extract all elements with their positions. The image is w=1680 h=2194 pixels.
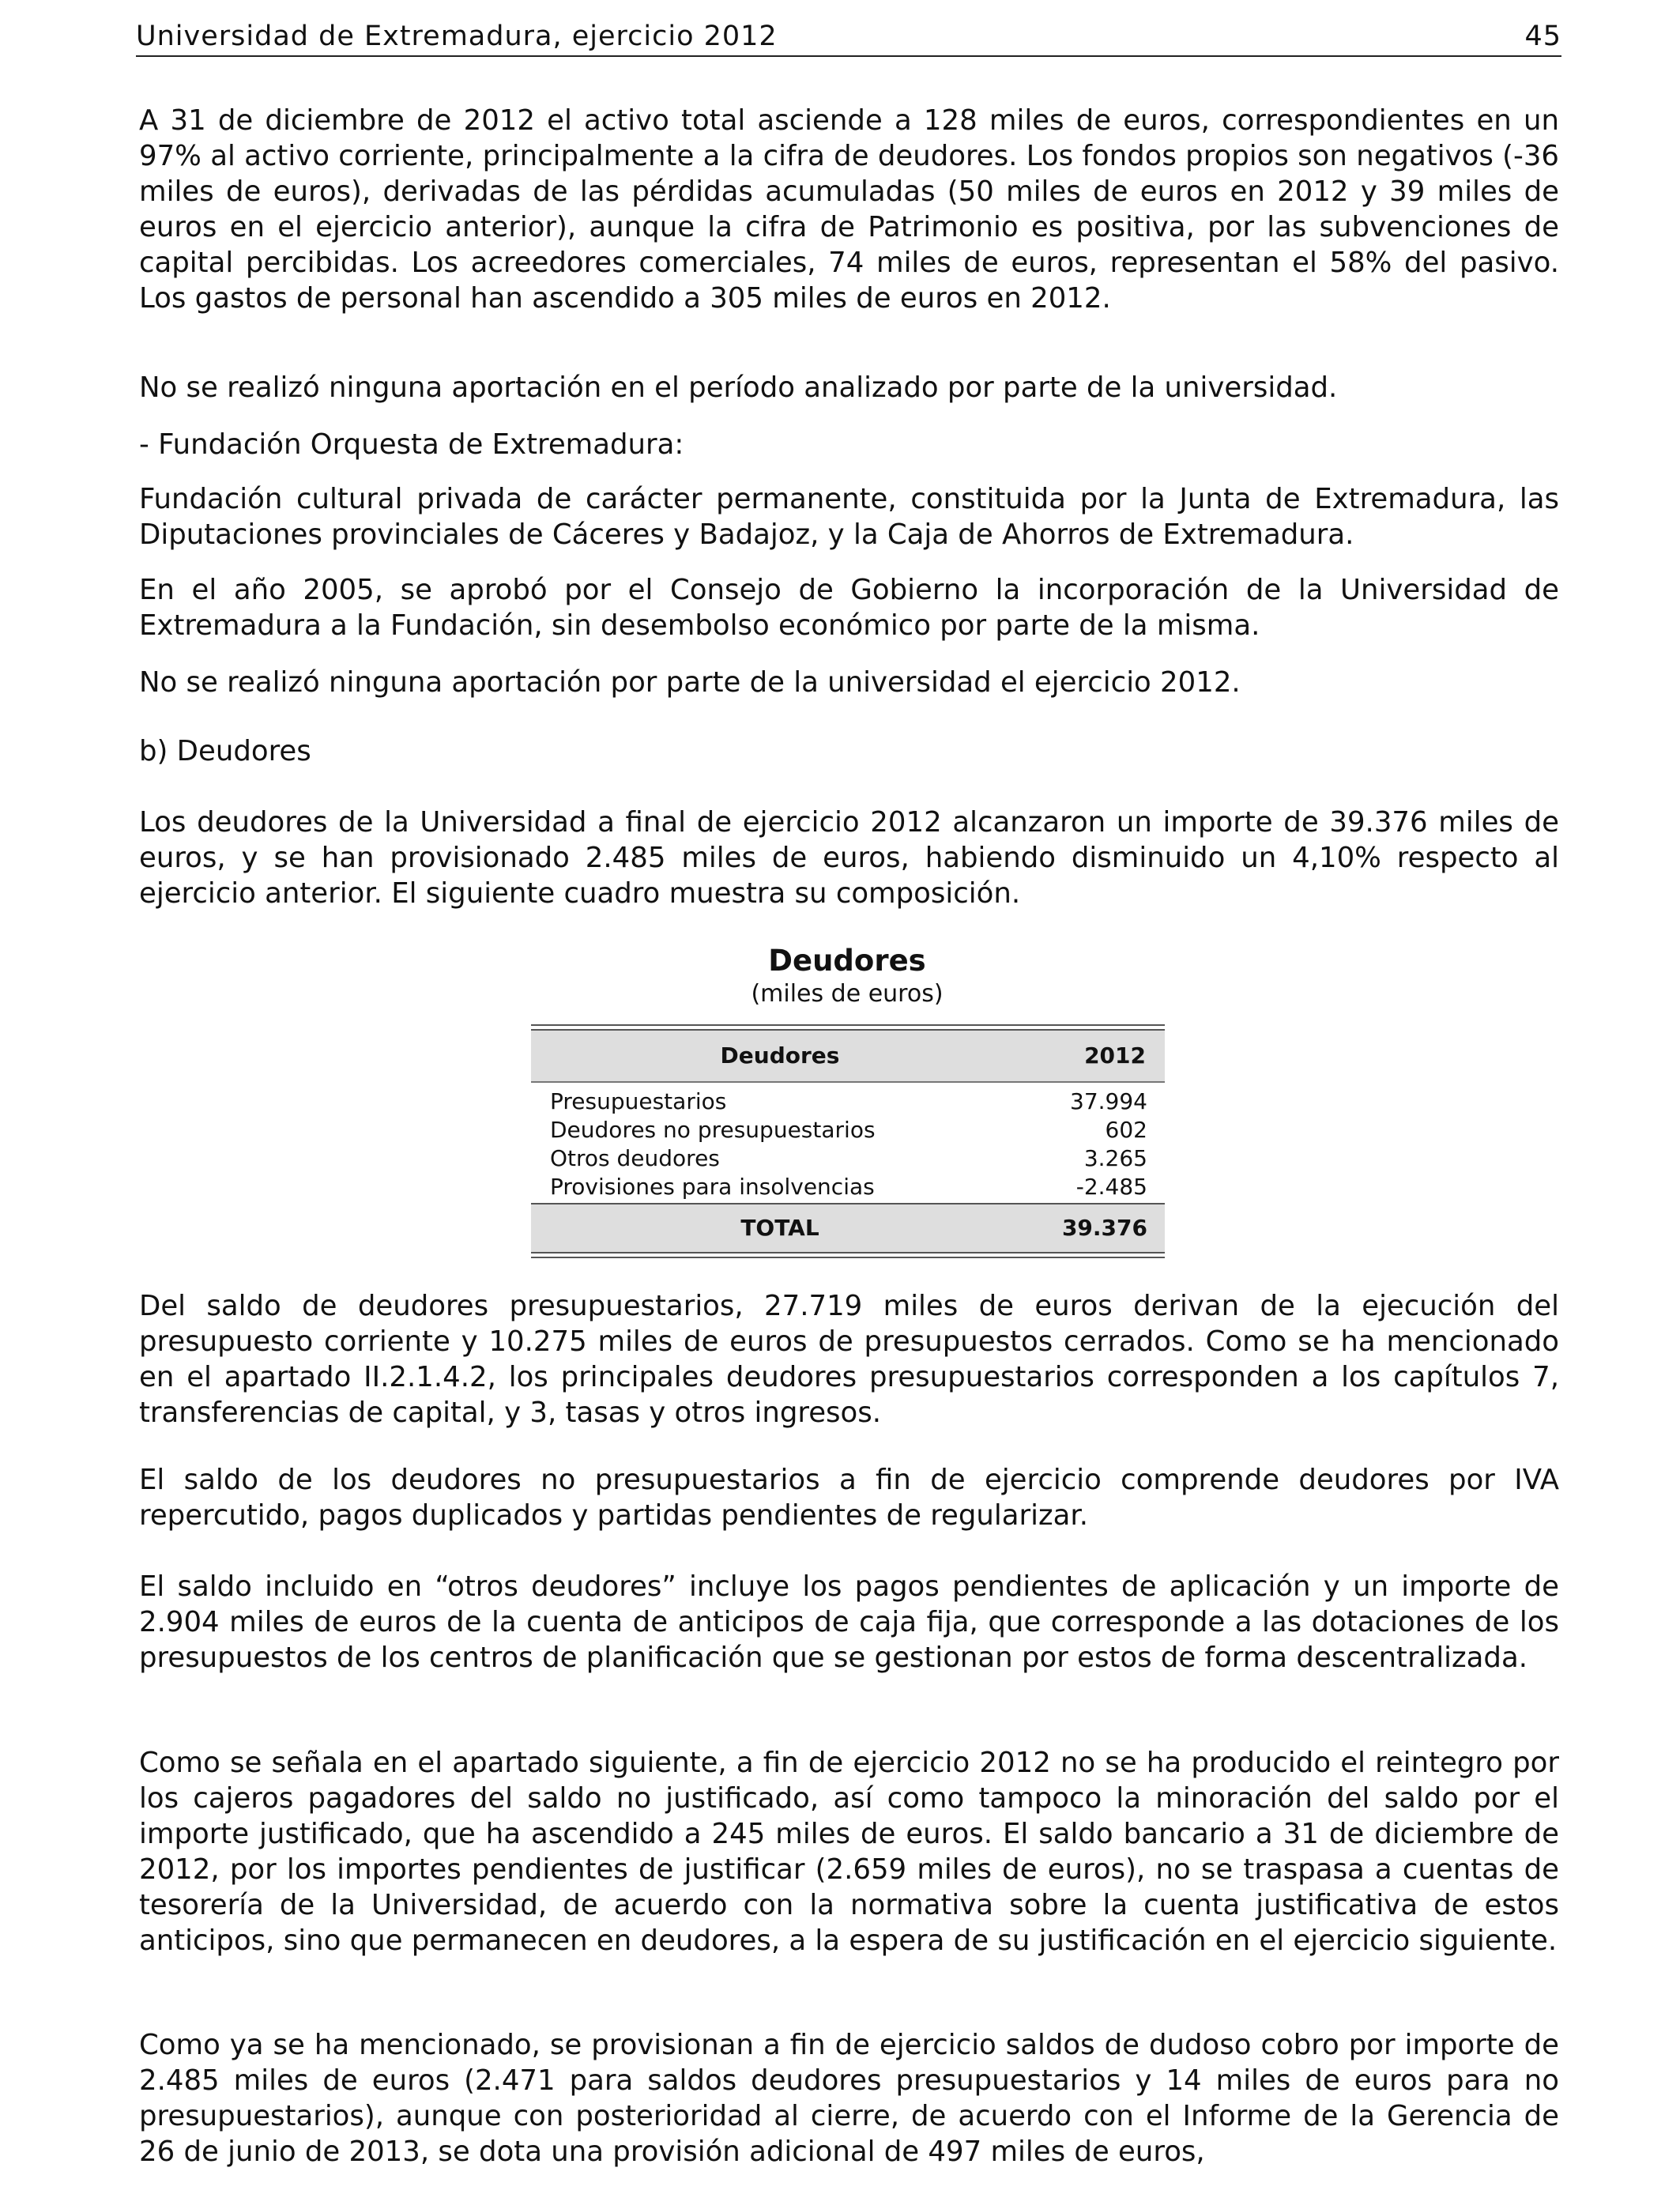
total-value: 39.376 xyxy=(1061,1215,1147,1241)
total-label: TOTAL xyxy=(740,1215,819,1241)
row-value: 37.994 xyxy=(1070,1088,1147,1114)
paragraph-saldo-presupuestarios: Del saldo de deudores presupuestarios, 27.719 miles de euros derivan de la ejecución del presupuesto corriente y 10.275 miles de euros de presupuestos cerrados. Como se ha mencionado en el apartado II.2.1.4.2, los principales deudores presupuestarios corresponden a los capítulos 7, transferencias de capital, y 3, tasas y otros ingresos. xyxy=(139,1290,1559,1429)
table-total-row xyxy=(531,1204,1165,1252)
page-header xyxy=(136,17,1561,57)
paragraph-no-presupuestarios: El saldo de los deudores no presupuestarios a fin de ejercicio comprende deudores por IVA repercutido, pagos duplicados y partidas pendientes de regularizar. xyxy=(139,1464,1559,1532)
table-body xyxy=(531,1083,1165,1204)
row-label: Otros deudores xyxy=(550,1145,720,1171)
paragraph-provisiones: Como ya se ha mencionado, se provisionan a fin de ejercicio saldos de dudoso cobro por importe de 2.485 miles de euros (2.471 para saldos deudores presupuestarios y 14 miles de euros para no presupuestarios), aunque con posterioridad al cierre, de acuerdo con el Informe de la Gerencia de 26 de junio de 2013, se dota una provisión adicional de 497 miles de euros, xyxy=(139,2029,1559,2168)
paragraph-reintegro: Como se señala en el apartado siguiente, a fin de ejercicio 2012 no se ha producido el reintegro por los cajeros pagadores del saldo no justificado, así como tampoco la minoración del saldo por el importe justificado, que ha ascendido a 245 miles de euros. El saldo bancario a 31 de diciembre de 2012, por los importes pendientes de justificar (2.659 miles de euros), no se traspasa a cuentas de tesorería de la Universidad, de acuerdo con la normativa sobre la cuenta justificativa de estos anticipos, sino que permanecen en deudores, a la espera de su justificación en el ejercicio siguiente. xyxy=(139,1747,1559,1957)
row-value: 602 xyxy=(1105,1117,1147,1143)
deudores-table xyxy=(531,1024,1165,1258)
paragraph-no-aportacion-2: No se realizó ninguna aportación por parte de la universidad el ejercicio 2012. xyxy=(139,666,1241,699)
table-row xyxy=(531,1173,1165,1201)
paragraph-otros-deudores: El saldo incluido en “otros deudores” incluye los pagos pendientes de aplicación y un importe de 2.904 miles de euros de la cuenta de anticipos de caja fija, que corresponde a las dotaciones de los presupuestos de los centros de planificación que se gestionan por estos de forma descentralizada. xyxy=(139,1570,1559,1674)
table-row xyxy=(531,1116,1165,1144)
paragraph-deudores-intro: Los deudores de la Universidad a final de ejercicio 2012 alcanzaron un importe de 39.376 miles de euros, y se han provisionado 2.485 miles de euros, habiendo disminuido un 4,10% respecto al ejercicio anterior. El siguiente cuadro muestra su composición. xyxy=(139,806,1559,910)
row-value: 3.265 xyxy=(1083,1145,1147,1171)
paragraph-fundacion-cultural: Fundación cultural privada de carácter permanente, constituida por la Junta de Extremadura, las Diputaciones provinciales de Cáceres y Badajoz, y la Caja de Ahorros de Extremadura. xyxy=(139,483,1559,551)
paragraph-fundacion-orquesta: - Fundación Orquesta de Extremadura: xyxy=(139,428,684,461)
table-row xyxy=(531,1144,1165,1173)
table-subtitle: (miles de euros) xyxy=(751,980,944,1008)
table-top-rule xyxy=(531,1024,1165,1031)
table-row xyxy=(531,1088,1165,1116)
paragraph-activo: A 31 de diciembre de 2012 el activo total asciende a 128 miles de euros, correspondientes en un 97% al activo corriente, principalmente a la cifra de deudores. Los fondos propios son negativos (-36 miles de euros), derivadas de las pérdidas acumuladas (50 miles de euros en 2012 y 39 miles de euros en el ejercicio anterior), aunque la cifra de Patrimonio es positiva, por las subvenciones de capital percibidas. Los acreedores comerciales, 74 miles de euros, representan el 58% del pasivo. Los gastos de personal han ascendido a 305 miles de euros en 2012. xyxy=(139,104,1559,315)
table-bottom-rule xyxy=(531,1252,1165,1258)
row-label: Provisiones para insolvencias xyxy=(550,1174,875,1200)
column-header-year: 2012 xyxy=(1084,1042,1146,1069)
table-title: Deudores xyxy=(768,944,926,978)
page-number: 45 xyxy=(1524,21,1561,52)
row-label: Presupuestarios xyxy=(550,1088,727,1114)
paragraph-no-aportacion-1: No se realizó ninguna aportación en el período analizado por parte de la universidad. xyxy=(139,371,1338,404)
column-header-deudores: Deudores xyxy=(720,1042,840,1069)
table-header-row xyxy=(531,1031,1165,1083)
row-label: Deudores no presupuestarios xyxy=(550,1117,876,1143)
paragraph-ano-2005: En el año 2005, se aprobó por el Consejo de Gobierno la incorporación de la Universidad de Extremadura a la Fundación, sin desembolso económico por parte de la misma. xyxy=(139,574,1559,642)
row-value: -2.485 xyxy=(1075,1174,1147,1200)
section-heading-deudores: b) Deudores xyxy=(139,735,311,767)
header-title: Universidad de Extremadura, ejercicio 2012 xyxy=(136,21,778,52)
